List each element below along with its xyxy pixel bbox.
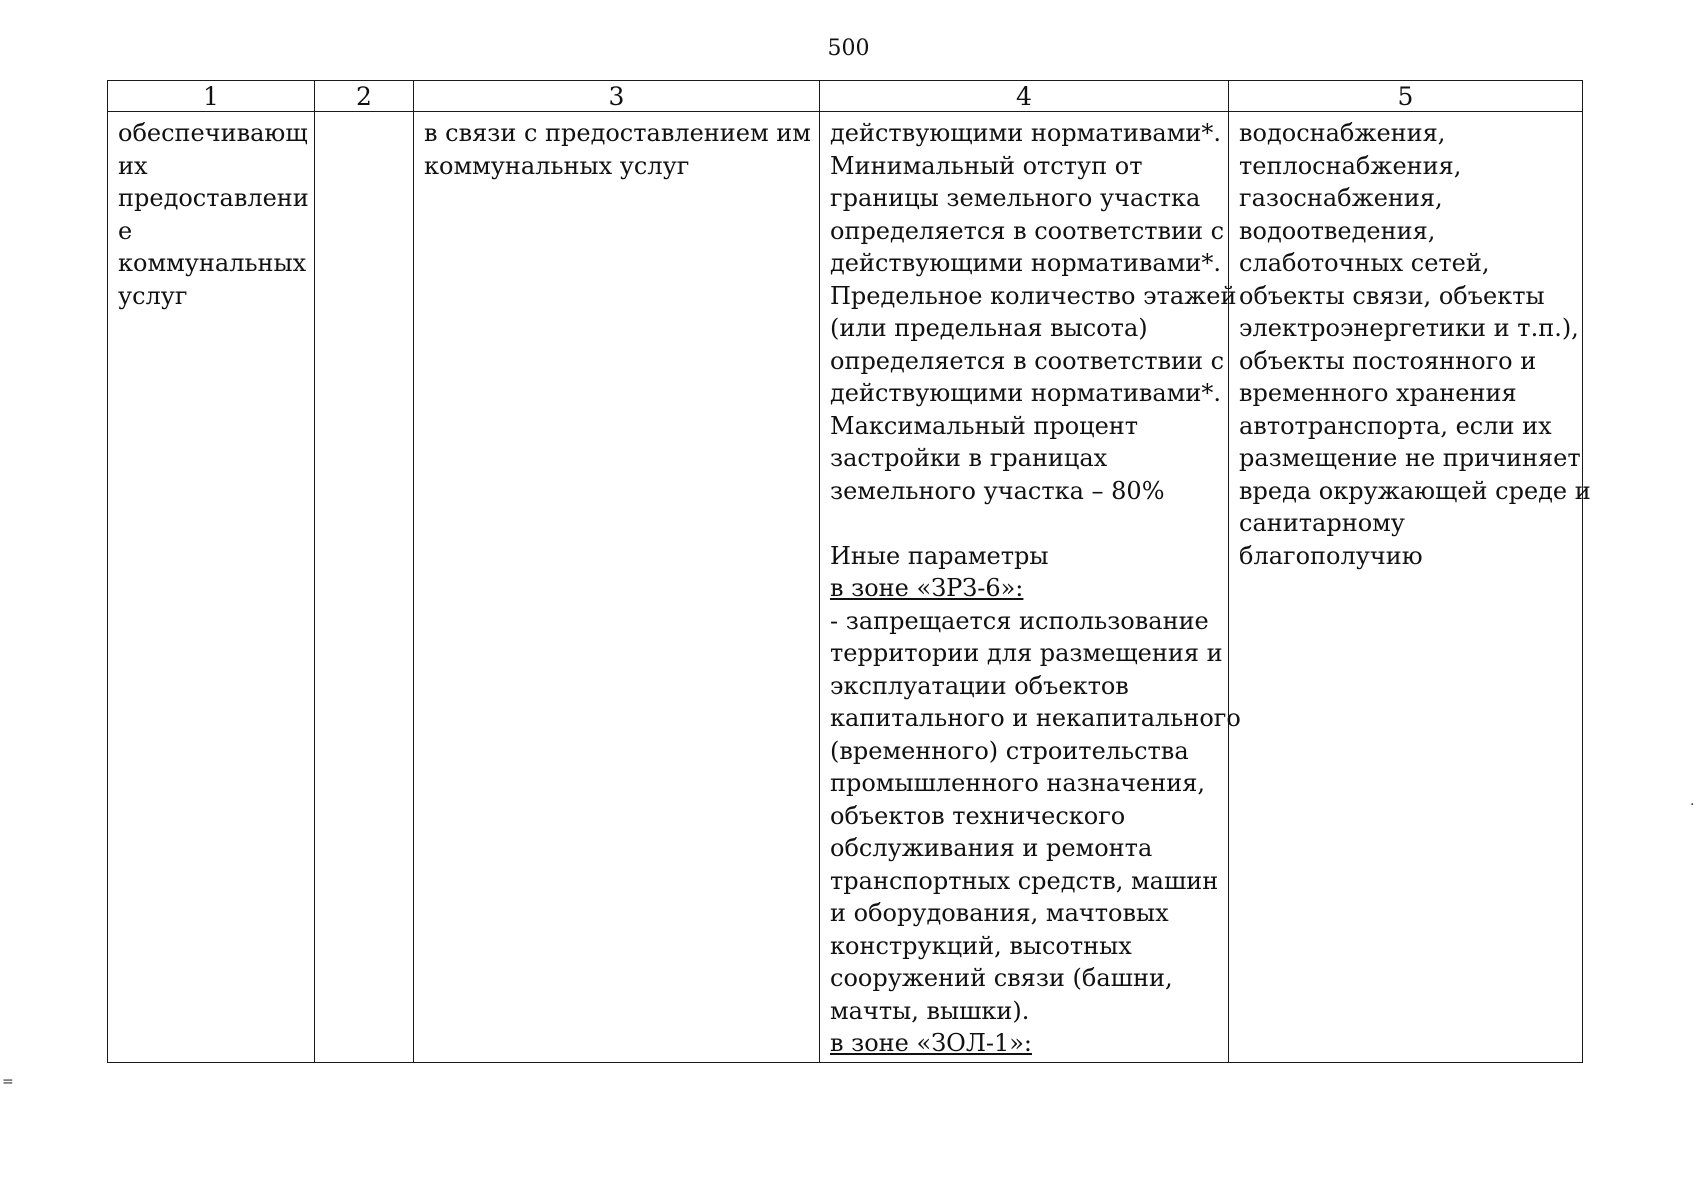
cell-text-line: временного хранения	[1239, 379, 1517, 407]
cell-text-line: и оборудования, мачтовых	[830, 899, 1169, 927]
cell-text-line: застройки в границах	[830, 444, 1108, 472]
cell-text-line: (временного) строительства	[830, 736, 1189, 765]
cell-text-line: объектов технического	[830, 801, 1126, 830]
column-header-3: 3	[414, 81, 820, 112]
cell-text-line: обеспечивающ	[118, 119, 308, 147]
table-row	[108, 112, 1583, 1063]
cell-text-line: капитального и некапитального	[830, 704, 1241, 732]
cell-text-line: услуг	[118, 281, 188, 310]
column-header-4: 4	[820, 81, 1229, 112]
cell-text-line: мачты, вышки).	[830, 996, 1030, 1025]
column-header-1: 1	[108, 81, 315, 112]
cell-text-line: газоснабжения,	[1239, 184, 1443, 212]
page-number: 500	[827, 36, 870, 61]
cell-text-line: теплоснабжения,	[1239, 151, 1462, 180]
cell-text-line: электроэнергетики и т.п.),	[1239, 314, 1579, 342]
cell-text-line: земельного участка – 80%	[830, 476, 1165, 505]
cell-text-line: Предельное количество этажей	[830, 281, 1237, 310]
table-header-row	[108, 81, 1583, 112]
cell-col2-code	[315, 112, 414, 1063]
column-header-5: 5	[1229, 81, 1583, 112]
cell-col1-use-name	[108, 112, 315, 1063]
cell-text-line: предоставлени	[118, 184, 309, 212]
cell-text-line: территории для размещения и	[830, 639, 1223, 667]
left-margin-mark: =	[2, 1074, 14, 1090]
cell-text-line: вреда окружающей среде и	[1239, 476, 1591, 505]
cell-text-line: водоснабжения,	[1239, 119, 1446, 147]
cell-text-line: Иные параметры	[830, 541, 1049, 570]
cell-text-line: их	[118, 151, 148, 180]
cell-text-line: слаботочных сетей,	[1239, 249, 1490, 277]
cell-text-line: эксплуатации объектов	[830, 671, 1129, 700]
cell-text-line: в зоне «ЗОЛ-1»:	[830, 1029, 1032, 1057]
cell-text-line: обслуживания и ремонта	[830, 834, 1153, 862]
cell-text-line: определяется в соответствии с	[830, 346, 1225, 375]
cell-text-line: Максимальный процент	[830, 411, 1139, 440]
cell-text-line: транспортных средств, машин	[830, 866, 1219, 895]
cell-col4-parameters	[820, 112, 1241, 1063]
cell-text-line: в зоне «ЗРЗ-6»:	[830, 574, 1024, 602]
cell-text-line: объекты постоянного и	[1239, 346, 1537, 375]
zoning-parameters-table	[107, 80, 1591, 1063]
column-header-2: 2	[315, 81, 414, 112]
right-margin-mark: ·	[1690, 797, 1695, 813]
cell-text-line: санитарному	[1239, 509, 1405, 537]
cell-text-line: действующими нормативами*.	[830, 379, 1221, 407]
cell-text-line: коммунальных услуг	[424, 151, 690, 180]
cell-text-line: е	[118, 216, 133, 245]
cell-text-line: Минимальный отступ от	[830, 151, 1143, 180]
cell-text-line: определяется в соответствии с	[830, 216, 1225, 245]
cell-col3-description	[414, 112, 820, 1063]
cell-text-line	[830, 507, 1218, 540]
cell-text-line: размещение не причиняет	[1239, 444, 1581, 472]
cell-text-line: действующими нормативами*.	[830, 249, 1221, 277]
cell-text-line: автотранспорта, если их	[1239, 411, 1552, 440]
cell-text-line: промышленного назначения,	[830, 769, 1205, 797]
cell-text-line: водоотведения,	[1239, 216, 1436, 245]
cell-col5-permitted-objects	[1229, 112, 1591, 1063]
cell-text-line: сооружений связи (башни,	[830, 964, 1173, 992]
cell-text-line: конструкций, высотных	[830, 931, 1132, 960]
cell-text-line: в связи с предоставлением им	[424, 119, 811, 147]
cell-text-line: - запрещается использование	[830, 606, 1209, 635]
cell-text-line: (или предельная высота)	[830, 314, 1148, 342]
cell-text-line: благополучию	[1239, 541, 1423, 570]
cell-text-line: границы земельного участка	[830, 184, 1201, 212]
cell-text-line: действующими нормативами*.	[830, 119, 1221, 147]
cell-text-line: коммунальных	[118, 249, 307, 277]
cell-text-line: объекты связи, объекты	[1239, 281, 1545, 310]
